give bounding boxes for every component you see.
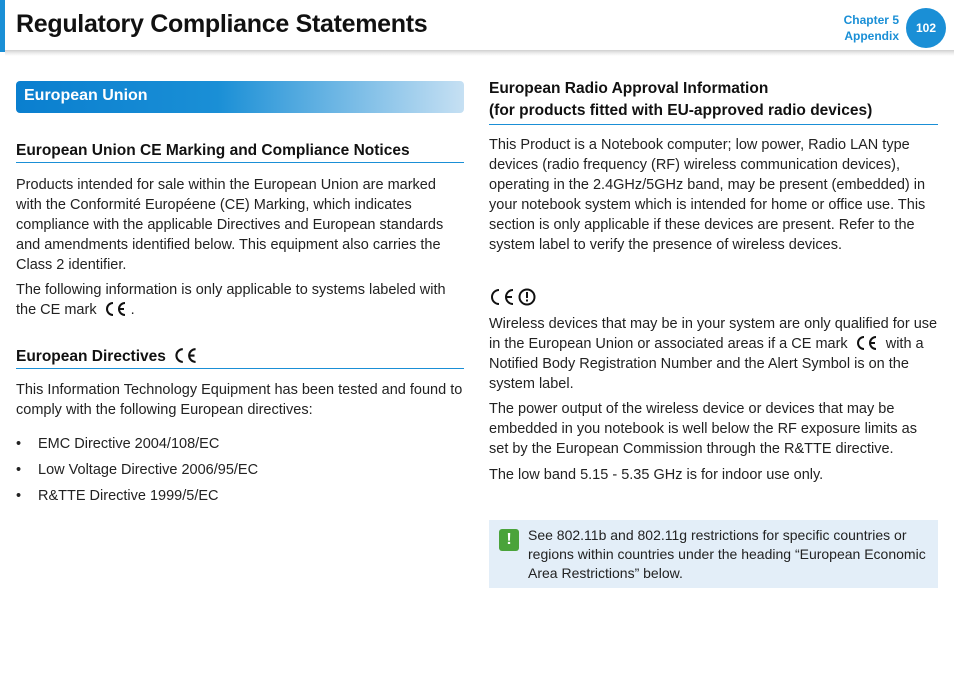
directives-list <box>16 434 464 512</box>
ce-mark-icon <box>855 335 879 351</box>
ce-paragraph-2-text: The following information is only applicable to systems labeled with the CE mark <box>16 282 446 318</box>
ce-paragraph-2 <box>16 280 464 320</box>
section-banner-title: European Union <box>24 87 148 104</box>
ce-paragraph-2-end: . <box>130 302 135 318</box>
list-item: • EMC Directive 2004/108/EC <box>16 434 464 454</box>
caution-note-text: See 802.11b and 802.11g restrictions for specific countries or regions within countries under the heading “European Economic Area Restrictions” below. <box>528 527 926 581</box>
ce-marking-heading: European Union CE Marking and Compliance Notices <box>16 142 464 163</box>
caution-exclamation-icon: ! <box>499 529 519 551</box>
radio-paragraph-2-continued: with a Notified Body Registration Number and the Alert Symbol is on the system label. <box>489 336 924 392</box>
page-title: Regulatory Compliance Statements <box>16 10 428 38</box>
chapter-label: Chapter 5 <box>843 13 899 27</box>
radio-approval-heading <box>489 78 938 125</box>
list-item: • Low Voltage Directive 2006/95/EC <box>16 460 464 480</box>
list-item: • R&TTE Directive 1999/5/EC <box>16 486 464 506</box>
radio-approval-heading-line-2: (for products fitted with EU-approved radio devices) <box>489 100 938 125</box>
radio-paragraph-1: This Product is a Notebook computer; low power, Radio LAN type devices (radio frequency (RF) wireless communication devices), operating in the 2.4GHz/5GHz band, may be present (embedded) in your notebook system which is intended for home or office use. This section is only applicable if these devices are present. Refer to the system label to verify the presence of wireless devices. <box>489 137 926 253</box>
page-number-badge <box>906 8 946 48</box>
directives-paragraph: This Information Technology Equipment has been tested and found to comply with the following European directives: <box>16 382 463 418</box>
european-directives-heading <box>16 347 464 369</box>
ce-alert-mark-icon <box>489 287 537 307</box>
chapter-indicator <box>844 12 899 44</box>
chapter-name: Appendix <box>844 29 899 43</box>
page-number: 102 <box>915 21 937 35</box>
radio-paragraph-2-text: Wireless devices that may be in your system are only qualified for use in the European Union or associated areas if a CE mark <box>489 316 938 352</box>
ce-paragraph-1: Products intended for sale within the European Union are marked with the Conformité Européene (CE) Marking, which indicates compliance with the applicable Directives and European standards and amendments identified below. This equipment also carries the Class 2 identifier. <box>16 177 444 273</box>
header-divider <box>5 50 954 56</box>
radio-paragraph-2 <box>489 314 938 394</box>
header-accent-bar <box>0 0 5 52</box>
radio-paragraph-3: The power output of the wireless device or devices that may be embedded in you notebook is well below the RF exposure limits as set by the European Commission through the R&TTE directive. <box>489 401 917 457</box>
ce-mark-icon <box>104 301 128 317</box>
radio-approval-heading-line-1: European Radio Approval Information <box>489 80 769 97</box>
ce-mark-icon <box>173 347 199 364</box>
radio-paragraph-4: The low band 5.15 - 5.35 GHz is for indoor use only. <box>489 467 824 483</box>
european-directives-heading-text: European Directives <box>16 348 166 365</box>
caution-note <box>489 520 938 588</box>
section-banner <box>16 81 464 113</box>
